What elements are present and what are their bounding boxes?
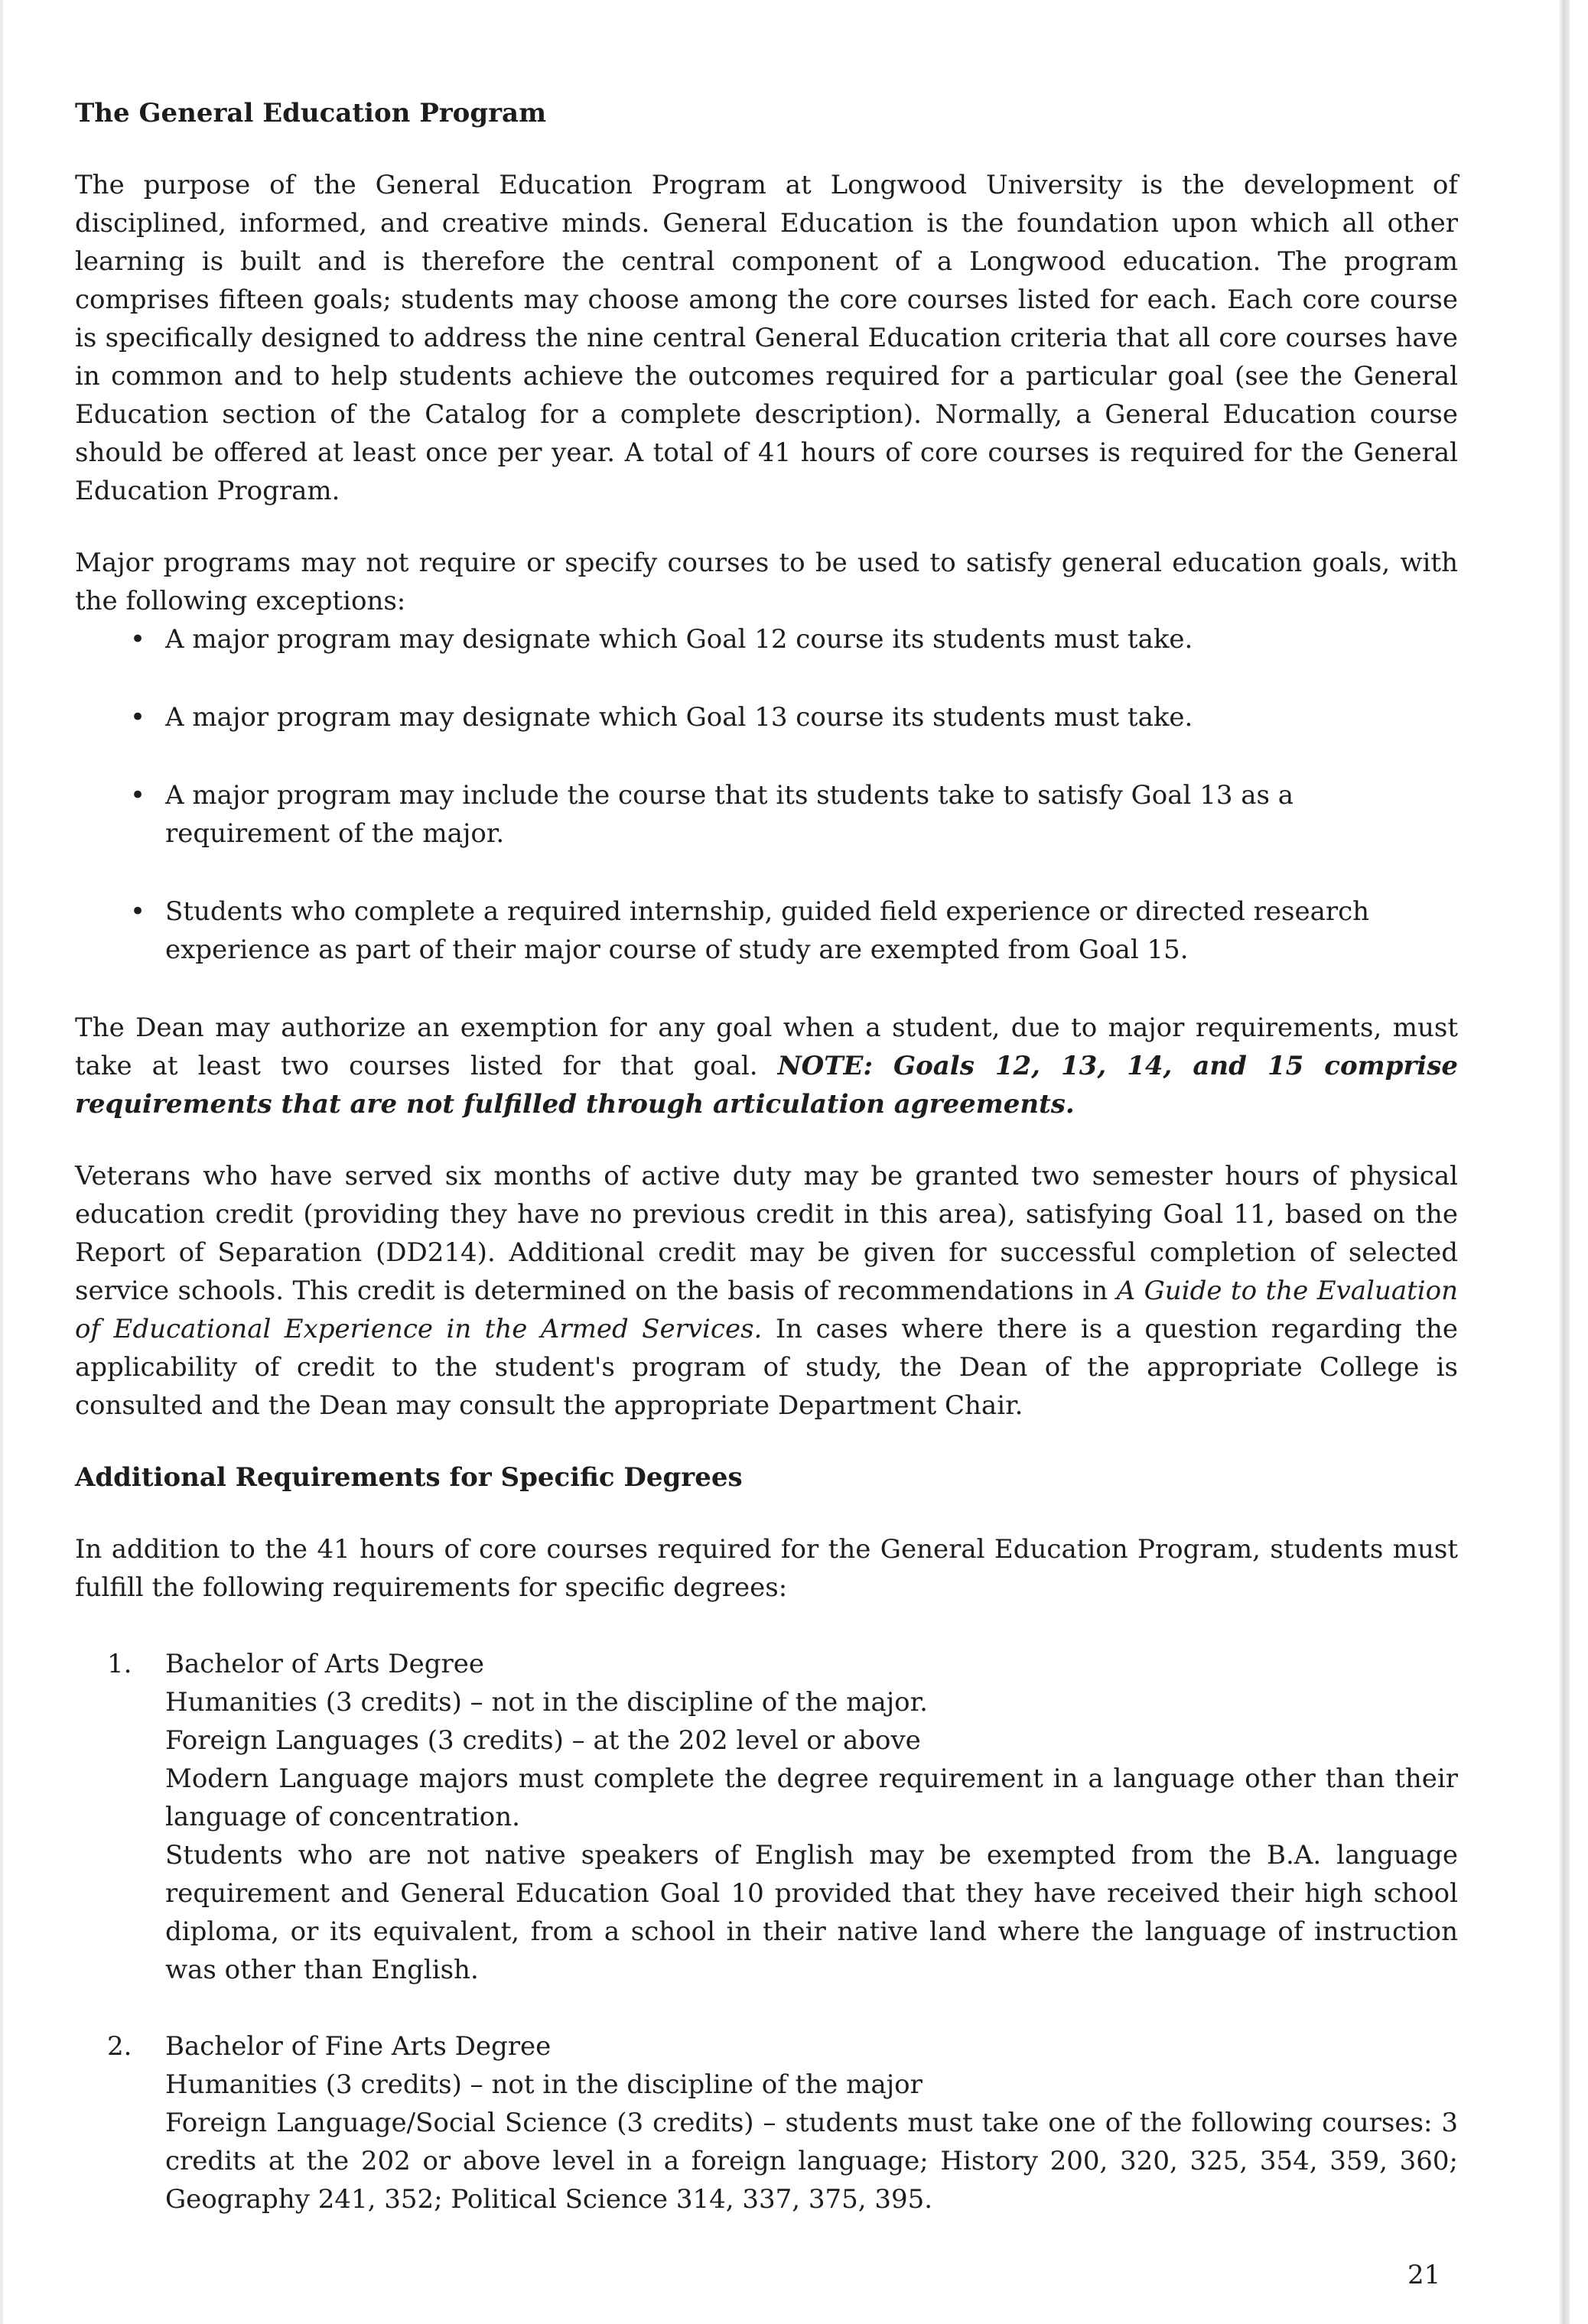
degree-item-bfa: 2. Bachelor of Fine Arts Degree Humanities (3 credits) – not in the discipline of the major Foreign Language/Social Science (3 credits) – students must take one of the following courses: 3 credits at the 202 or above level in a foreign language; History 200, 320, 325, 354, 359, 360; Geography 241, 352; Political Science 314, 337, 375, 395. <box>107 2031 1458 2215</box>
document-page <box>75 94 1458 2257</box>
bullet-icon: • <box>130 624 146 655</box>
degree-item-ba: 1. Bachelor of Arts Degree Humanities (3 credits) – not in the discipline of the major. Foreign Languages (3 credits) – at the 202 level or above Modern Language majors must complete the degree requirement in a language other than their language of concentration. Students who are not native speakers of English may be exempted from the B.A. language requirement and General Education Goal 10 provided that they have received their high school diploma, or its equivalent, from a school in their native land where the language of instruction was other than English. <box>107 1649 1458 1985</box>
degree-list <box>75 1645 1458 2218</box>
bullet-icon: • <box>130 896 146 927</box>
gen-ed-heading: The General Education Program <box>75 98 547 128</box>
list-item: • Students who complete a required internship, guided field experience or directed research experience as part of their major course of study are exempted from Goal 15. <box>75 892 1458 969</box>
dean-note: NOTE: Goals 12, 13, 14, and 15 comprise requirements that are not fulfilled through articulation agreements. <box>75 1051 1458 1120</box>
veterans-guide-title: A Guide to the Evaluation of Educational Experience in the Armed Services. <box>75 1276 1458 1344</box>
bullet-icon: • <box>130 702 146 733</box>
scan-edge-left <box>0 0 3 2324</box>
gen-ed-paragraph: The purpose of the General Education Program at Longwood University is the development of disciplined, informed, and creative minds. General Education is the foundation upon which all other learning is built and is therefore the central component of a Longwood education. The program comprises fifteen goals; students may choose among the core courses listed for each. Each core course is specifically designed to address the nine central General Education criteria that all core courses have in common and to help students achieve the outcomes required for a particular goal (see the General Education section of the Catalog for a complete description). Normally, a General Education course should be offered at least once per year. A total of 41 hours of core courses is required for the General Education Program. <box>75 170 1458 506</box>
additional-intro: In addition to the 41 hours of core courses required for the General Education Program, students must fulfill the following requirements for specific degrees: <box>75 1534 1458 1603</box>
list-item: • A major program may designate which Goal 12 course its students must take. <box>75 620 1458 658</box>
dean-paragraph: The Dean may authorize an exemption for any goal when a student, due to major requirements, must take at least two courses listed for that goal. NOTE: Goals 12, 13, 14, and 15 comprise requirements that are not fulfilled through articulation agreements. <box>75 1012 1458 1120</box>
scan-edge-right <box>1559 0 1570 2324</box>
additional-requirements-heading: Additional Requirements for Specific Degrees <box>75 1462 743 1493</box>
major-programs-intro: Major programs may not require or specify courses to be used to satisfy general education goals, with the following exceptions: <box>75 548 1458 616</box>
exceptions-list <box>75 620 1458 969</box>
veterans-paragraph: Veterans who have served six months of active duty may be granted two semester hours of physical education credit (providing they have no previous credit in this area), satisfying Goal 11, based on the Report of Separation (DD214). Additional credit may be given for successful completion of selected service schools. This credit is determined on the basis of recommendations in A Guide to the Evaluation of Educational Experience in the Armed Services. In cases where there is a question regarding the applicability of credit to the student's program of study, the Dean of the appropriate College is consulted and the Dean may consult the appropriate Department Chair. <box>75 1161 1459 1421</box>
list-item: • A major program may designate which Goal 13 course its students must take. <box>75 698 1458 736</box>
list-item: • A major program may include the course that its students take to satisfy Goal 13 as a requirement of the major. <box>75 776 1458 853</box>
page-number: 21 <box>1407 2260 1441 2290</box>
bullet-icon: • <box>130 780 146 811</box>
